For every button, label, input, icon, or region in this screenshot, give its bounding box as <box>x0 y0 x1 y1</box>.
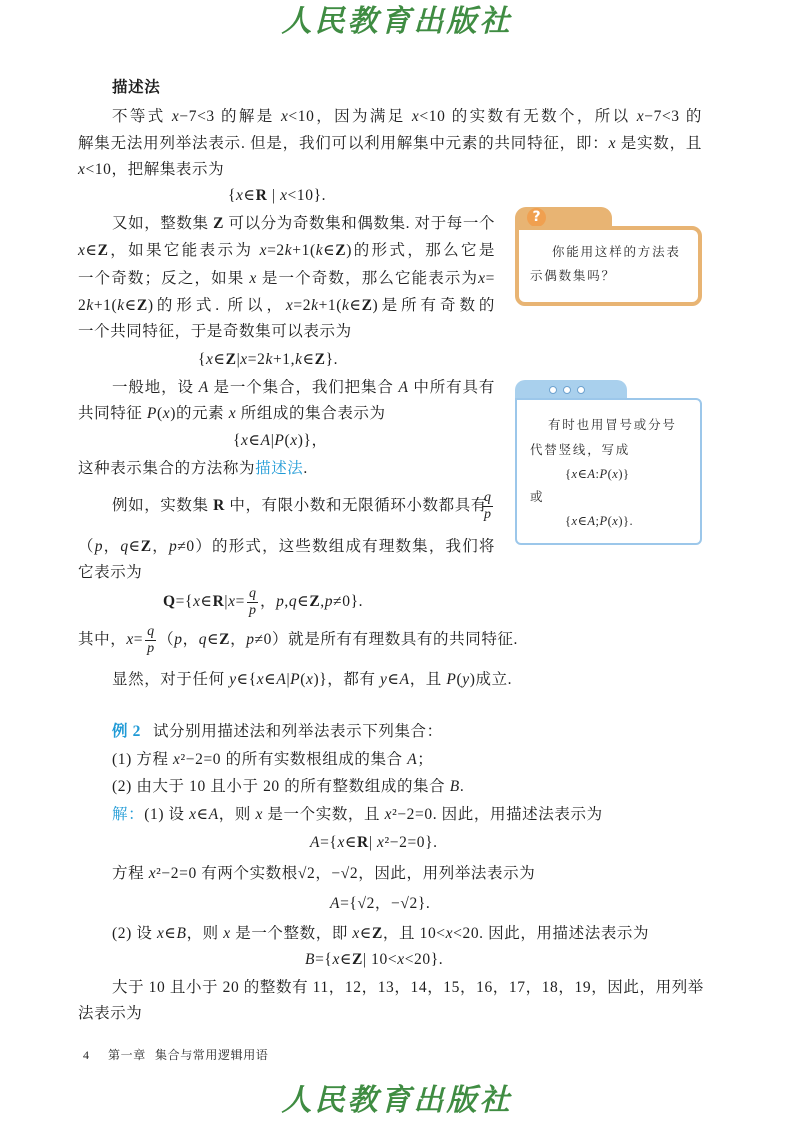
solution-label: 解： <box>112 806 145 823</box>
math-variable: y <box>462 671 470 688</box>
set-formula: {x∈A|P(x)}， <box>233 432 328 449</box>
math-variable: P <box>290 671 301 688</box>
question-note-text: 示偶数集吗？ <box>530 269 616 283</box>
question-mark-icon: ? <box>527 208 546 227</box>
math-variable: x <box>249 270 257 287</box>
paragraph-line-with-fraction <box>78 623 518 657</box>
solution-line: (2) 设 x∈B，则 x 是一个整数，即 x∈Z，且 10<x<20. 因此，用描述法表示为 <box>112 925 650 942</box>
dots-icon <box>549 386 557 394</box>
definition-prefix: 这种表示集合的方法称为 <box>78 460 256 477</box>
math-variable: x <box>352 925 360 942</box>
formula-prefix: Q={x∈R|x= <box>163 593 245 610</box>
paragraph-prefix: 其中，x= <box>78 631 144 648</box>
math-variable: A <box>587 514 596 528</box>
math-variable: x <box>332 951 340 968</box>
number-set-symbol: Z <box>352 951 363 968</box>
math-variable: x <box>241 432 249 449</box>
math-variable: x <box>608 135 617 152</box>
math-variable: x <box>78 161 86 178</box>
fraction <box>247 587 258 618</box>
math-variable: y <box>229 671 237 688</box>
math-variable: x <box>612 514 619 528</box>
math-variable: x <box>189 806 197 823</box>
formula-suffix: ，p,q∈Z,p≠0}. <box>259 593 364 610</box>
number-set-symbol: R <box>255 187 268 204</box>
solution-line: 法表示为 <box>78 1005 143 1022</box>
math-variable: x <box>78 242 86 259</box>
math-variable: k <box>315 242 324 259</box>
number-set-symbol: R <box>357 834 369 851</box>
question-note-box <box>515 226 702 306</box>
number-set-symbol: Z <box>97 242 109 259</box>
paragraph-line: 不等式 x−7<3 的解是 x<10，因为满足 x<10 的实数有无数个，所以 x−7<3 的 <box>112 108 702 125</box>
tip-note-tab <box>515 380 627 400</box>
tip-note-formula: {x∈A:P(x)} <box>565 467 630 481</box>
math-variable: q <box>288 593 298 610</box>
math-variable: x <box>636 108 645 125</box>
paragraph-line: x∈Z，如果它能表示为 x=2k+1(k∈Z)的形式，那么它是 <box>78 242 496 259</box>
number-set-symbol: Q <box>163 593 176 610</box>
example-item: (2) 由大于 10 且小于 20 的所有整数组成的集合 B. <box>112 778 465 795</box>
math-variable: B <box>176 925 187 942</box>
math-variable: q <box>198 631 208 648</box>
paragraph-line: 2k+1(k∈Z)的形式. 所以，x=2k+1(k∈Z)是所有奇数的 <box>78 297 495 314</box>
paragraph-line-with-fraction <box>112 489 495 523</box>
paragraph-line: 一个奇数；反之，如果 x 是一个奇数，那么它能表示为x= <box>78 270 495 287</box>
chapter-title: 集合与常用逻辑用语 <box>155 1048 269 1062</box>
key-term: 描述法 <box>255 460 304 477</box>
math-variable: q <box>120 538 129 555</box>
math-variable: x <box>397 951 405 968</box>
number-set-symbol: Z <box>219 631 231 648</box>
fraction-numerator: q <box>147 623 155 639</box>
math-variable: x <box>148 865 157 882</box>
paragraph-line: 一般地，设 A 是一个集合，我们把集合 A 中所有具有 <box>112 379 495 396</box>
math-variable: B <box>305 951 316 968</box>
number-set-symbol: Z <box>309 593 321 610</box>
number-set-symbol: Z <box>314 351 326 368</box>
math-variable: x <box>193 593 201 610</box>
math-variable: A <box>208 806 219 823</box>
solution-line: 大于 10 且小于 20 的整数有 11，12，13，14，15，16，17，18，19，因此，用列举 <box>112 979 704 996</box>
paragraph-line: 它表示为 <box>78 564 143 581</box>
number-set-symbol: Z <box>335 242 347 259</box>
math-variable: x <box>259 242 268 259</box>
math-variable: p <box>276 593 285 610</box>
math-variable: k <box>265 351 273 368</box>
fraction-denominator: p <box>248 602 256 618</box>
fraction-numerator: q <box>484 489 491 505</box>
solution-line: 方程 x²−2=0 有两个实数根√2，−√2，因此，用列举法表示为 <box>112 865 536 882</box>
math-variable: k <box>295 351 303 368</box>
math-variable: x <box>256 671 265 688</box>
math-variable: k <box>311 297 319 314</box>
math-variable: x <box>228 405 237 422</box>
paragraph-line: 共同特征 P(x)的元素 x 所组成的集合表示为 <box>78 405 386 422</box>
math-variable: x <box>285 297 294 314</box>
math-variable: A <box>407 751 418 768</box>
set-formula: {x∈R | x<10}. <box>228 187 327 204</box>
publisher-logo-top: 人民教育出版社 <box>281 4 513 39</box>
dots-icon <box>563 386 571 394</box>
math-variable: k <box>342 297 350 314</box>
tip-note-text: 有时也用冒号或分号 <box>548 418 677 432</box>
math-variable: x <box>255 806 263 823</box>
fraction-numerator: q <box>248 585 256 601</box>
math-variable: A <box>310 834 321 851</box>
example-item: (1) 方程 x²−2=0 的所有实数根组成的集合 A； <box>112 751 434 768</box>
math-variable: x <box>612 467 619 481</box>
math-variable: A <box>198 379 209 396</box>
math-variable: P <box>599 467 608 481</box>
paragraph-line: x<10，把解集表示为 <box>78 161 225 178</box>
page-number: 4 <box>83 1048 90 1062</box>
fraction <box>482 491 493 522</box>
paragraph-suffix: （p，q∈Z，p≠0）就是所有有理数具有的共同特征. <box>158 631 519 648</box>
example-label: 例 2 <box>112 723 141 740</box>
fraction-denominator: p <box>147 640 155 656</box>
math-variable: x <box>290 432 298 449</box>
set-formula: B={x∈Z| 10<x<20}. <box>305 951 444 968</box>
paragraph-text: 例如，实数集 R 中，有限小数和无限循环小数都具有 <box>112 497 487 514</box>
math-variable: x <box>206 351 214 368</box>
number-set-symbol: Z <box>371 925 383 942</box>
definition-line <box>78 459 308 479</box>
paragraph-line: 显然，对于任何 y∈{x∈A|P(x)}，都有 y∈A，且 P(y)成立. <box>112 671 513 688</box>
tip-note-formula: {x∈A;P(x)}. <box>565 514 634 528</box>
math-variable: x <box>377 834 385 851</box>
set-formula: A={x∈R| x²−2=0}. <box>310 834 438 851</box>
math-variable: P <box>446 671 457 688</box>
math-variable: y <box>380 671 388 688</box>
math-variable: A <box>587 467 596 481</box>
math-variable: A <box>260 432 271 449</box>
paragraph-line: 一个共同特征，于是奇数集可以表示为 <box>78 323 352 340</box>
math-variable: x <box>240 351 248 368</box>
example-heading <box>112 722 443 742</box>
math-variable: x <box>156 925 165 942</box>
paragraph-line: （p，q∈Z，p≠0）的形式，这些数组成有理数集，我们将 <box>78 538 495 555</box>
math-variable: P <box>274 432 285 449</box>
math-variable: p <box>168 538 178 555</box>
question-note-text: 你能用这样的方法表 <box>552 245 681 259</box>
example-prompt: 试分别用描述法和列举法表示下列集合： <box>152 723 443 740</box>
math-variable: A <box>276 671 287 688</box>
number-set-symbol: Z <box>136 297 148 314</box>
number-set-symbol: R <box>212 593 225 610</box>
math-variable: x <box>236 187 244 204</box>
math-variable: x <box>478 270 486 287</box>
math-variable: p <box>94 538 104 555</box>
number-set-symbol: Z <box>225 351 237 368</box>
math-variable: p <box>246 631 255 648</box>
set-formula: A={√2，−√2}. <box>330 895 431 912</box>
math-variable: P <box>599 514 608 528</box>
number-set-symbol: Z <box>140 538 152 555</box>
publisher-logo-bottom: 人民教育出版社 <box>281 1083 513 1118</box>
paragraph-line: 解集无法用列举法表示. 但是，我们可以利用解集中元素的共同特征，即：x 是实数，且 <box>78 135 702 152</box>
set-formula <box>163 585 363 619</box>
math-variable: k <box>117 297 125 314</box>
math-variable: x <box>571 514 578 528</box>
math-variable: x <box>280 187 288 204</box>
math-variable: x <box>126 631 134 648</box>
fraction-denominator: p <box>484 506 491 522</box>
math-variable: k <box>86 297 94 314</box>
math-variable: p <box>174 631 183 648</box>
chapter-number: 第一章 <box>108 1048 146 1062</box>
math-variable: B <box>449 778 460 795</box>
definition-suffix: . <box>303 460 308 477</box>
math-variable: x <box>173 751 181 768</box>
math-variable: P <box>146 405 157 422</box>
section-title: 描述法 <box>112 79 161 96</box>
number-set-symbol: R <box>213 497 225 514</box>
fraction <box>145 625 156 656</box>
math-variable: x <box>411 108 420 125</box>
math-variable: A <box>330 895 341 912</box>
math-variable: x <box>280 108 289 125</box>
math-variable: x <box>445 925 454 942</box>
math-variable: x <box>223 925 231 942</box>
math-variable: x <box>337 834 345 851</box>
number-set-symbol: Z <box>361 297 373 314</box>
math-variable: x <box>305 671 314 688</box>
math-variable: x <box>171 108 180 125</box>
math-variable: A <box>398 379 409 396</box>
tip-note-text: 或 <box>530 490 545 504</box>
math-variable: x <box>384 806 393 823</box>
set-formula: {x∈Z|x=2k+1,k∈Z}. <box>198 351 339 368</box>
math-variable: x <box>571 467 578 481</box>
dots-icon <box>577 386 585 394</box>
solution-text: (1) 设 x∈A，则 x 是一个实数，且 x²−2=0. 因此，用描述法表示为 <box>144 806 603 823</box>
math-variable: A <box>399 671 410 688</box>
math-variable: k <box>284 242 293 259</box>
math-variable: x <box>228 593 236 610</box>
math-variable: x <box>162 405 171 422</box>
tip-note-text: 代替竖线，写成 <box>530 443 631 457</box>
solution-line <box>112 805 603 825</box>
paragraph-line: 又如，整数集 Z 可以分为奇数集和偶数集. 对于每一个 <box>112 215 496 232</box>
number-set-symbol: Z <box>213 215 225 232</box>
math-variable: p <box>324 593 334 610</box>
